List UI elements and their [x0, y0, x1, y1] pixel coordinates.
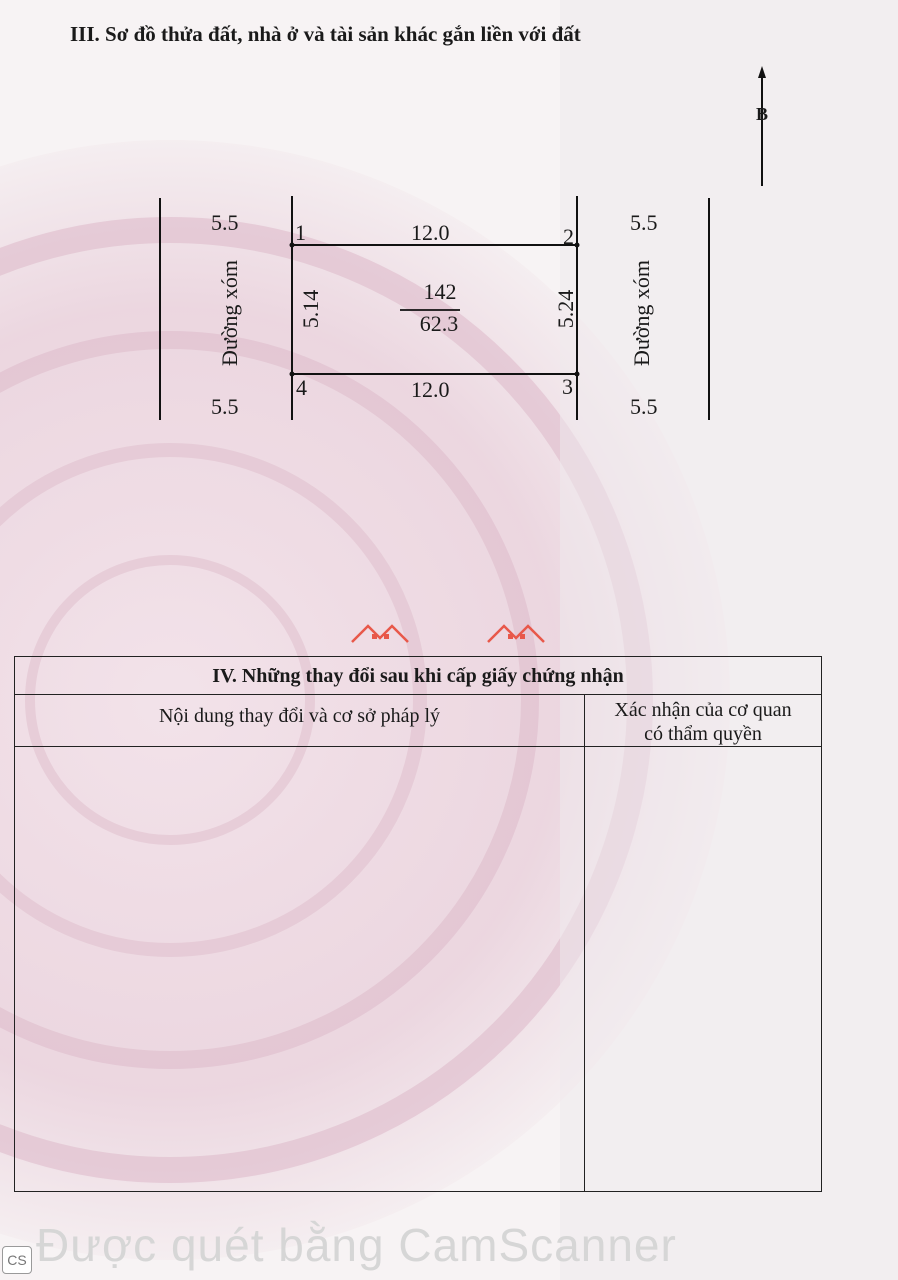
corner-2-point — [575, 243, 580, 248]
left-road-name: Đường xóm — [217, 259, 242, 367]
parcel-number: 142 — [423, 279, 457, 304]
right-road-name: Đường xóm — [629, 259, 654, 367]
corner-label-3: 3 — [562, 374, 573, 399]
house-logo-icon — [350, 620, 410, 646]
left-road-width-top: 5.5 — [211, 210, 239, 235]
right-edge-length: 5.24 — [553, 289, 578, 329]
left-road-width-bottom: 5.5 — [211, 394, 239, 419]
house-logo-icon — [486, 620, 546, 646]
corner-1-point — [290, 243, 295, 248]
changes-content-cell — [15, 747, 585, 1191]
scanner-watermark: Được quét bằng CamScanner — [36, 1219, 677, 1271]
section-iv-title: IV. Những thay đổi sau khi cấp giấy chứng nhận — [15, 657, 821, 695]
left-edge-length: 5.14 — [298, 289, 323, 329]
section-iii-title: III. Sơ đồ thửa đất, nhà ở và tài sản khác gắn liền với đất — [70, 22, 581, 46]
north-arrow-icon — [748, 64, 778, 190]
camscanner-badge: CS — [2, 1246, 32, 1274]
corner-label-1: 1 — [295, 220, 306, 245]
changes-content-header: Nội dung thay đổi và cơ sở pháp lý — [15, 695, 585, 747]
north-label: B — [756, 104, 769, 124]
authority-confirmation-cell — [585, 747, 821, 1191]
changes-table — [14, 656, 822, 1192]
authority-confirmation-header — [585, 695, 821, 747]
corner-label-4: 4 — [296, 375, 307, 400]
corner-4-point — [290, 372, 295, 377]
top-edge-length: 12.0 — [411, 220, 450, 245]
authority-header-line-2: có thẩm quyền — [644, 723, 762, 745]
corner-3-point — [575, 372, 580, 377]
right-road-width-bottom: 5.5 — [630, 394, 658, 419]
corner-label-2: 2 — [563, 224, 574, 249]
right-road-width-top: 5.5 — [630, 210, 658, 235]
parcel-area: 62.3 — [419, 311, 459, 336]
bottom-edge-length: 12.0 — [411, 377, 450, 402]
authority-header-line-1: Xác nhận của cơ quan — [614, 699, 792, 721]
